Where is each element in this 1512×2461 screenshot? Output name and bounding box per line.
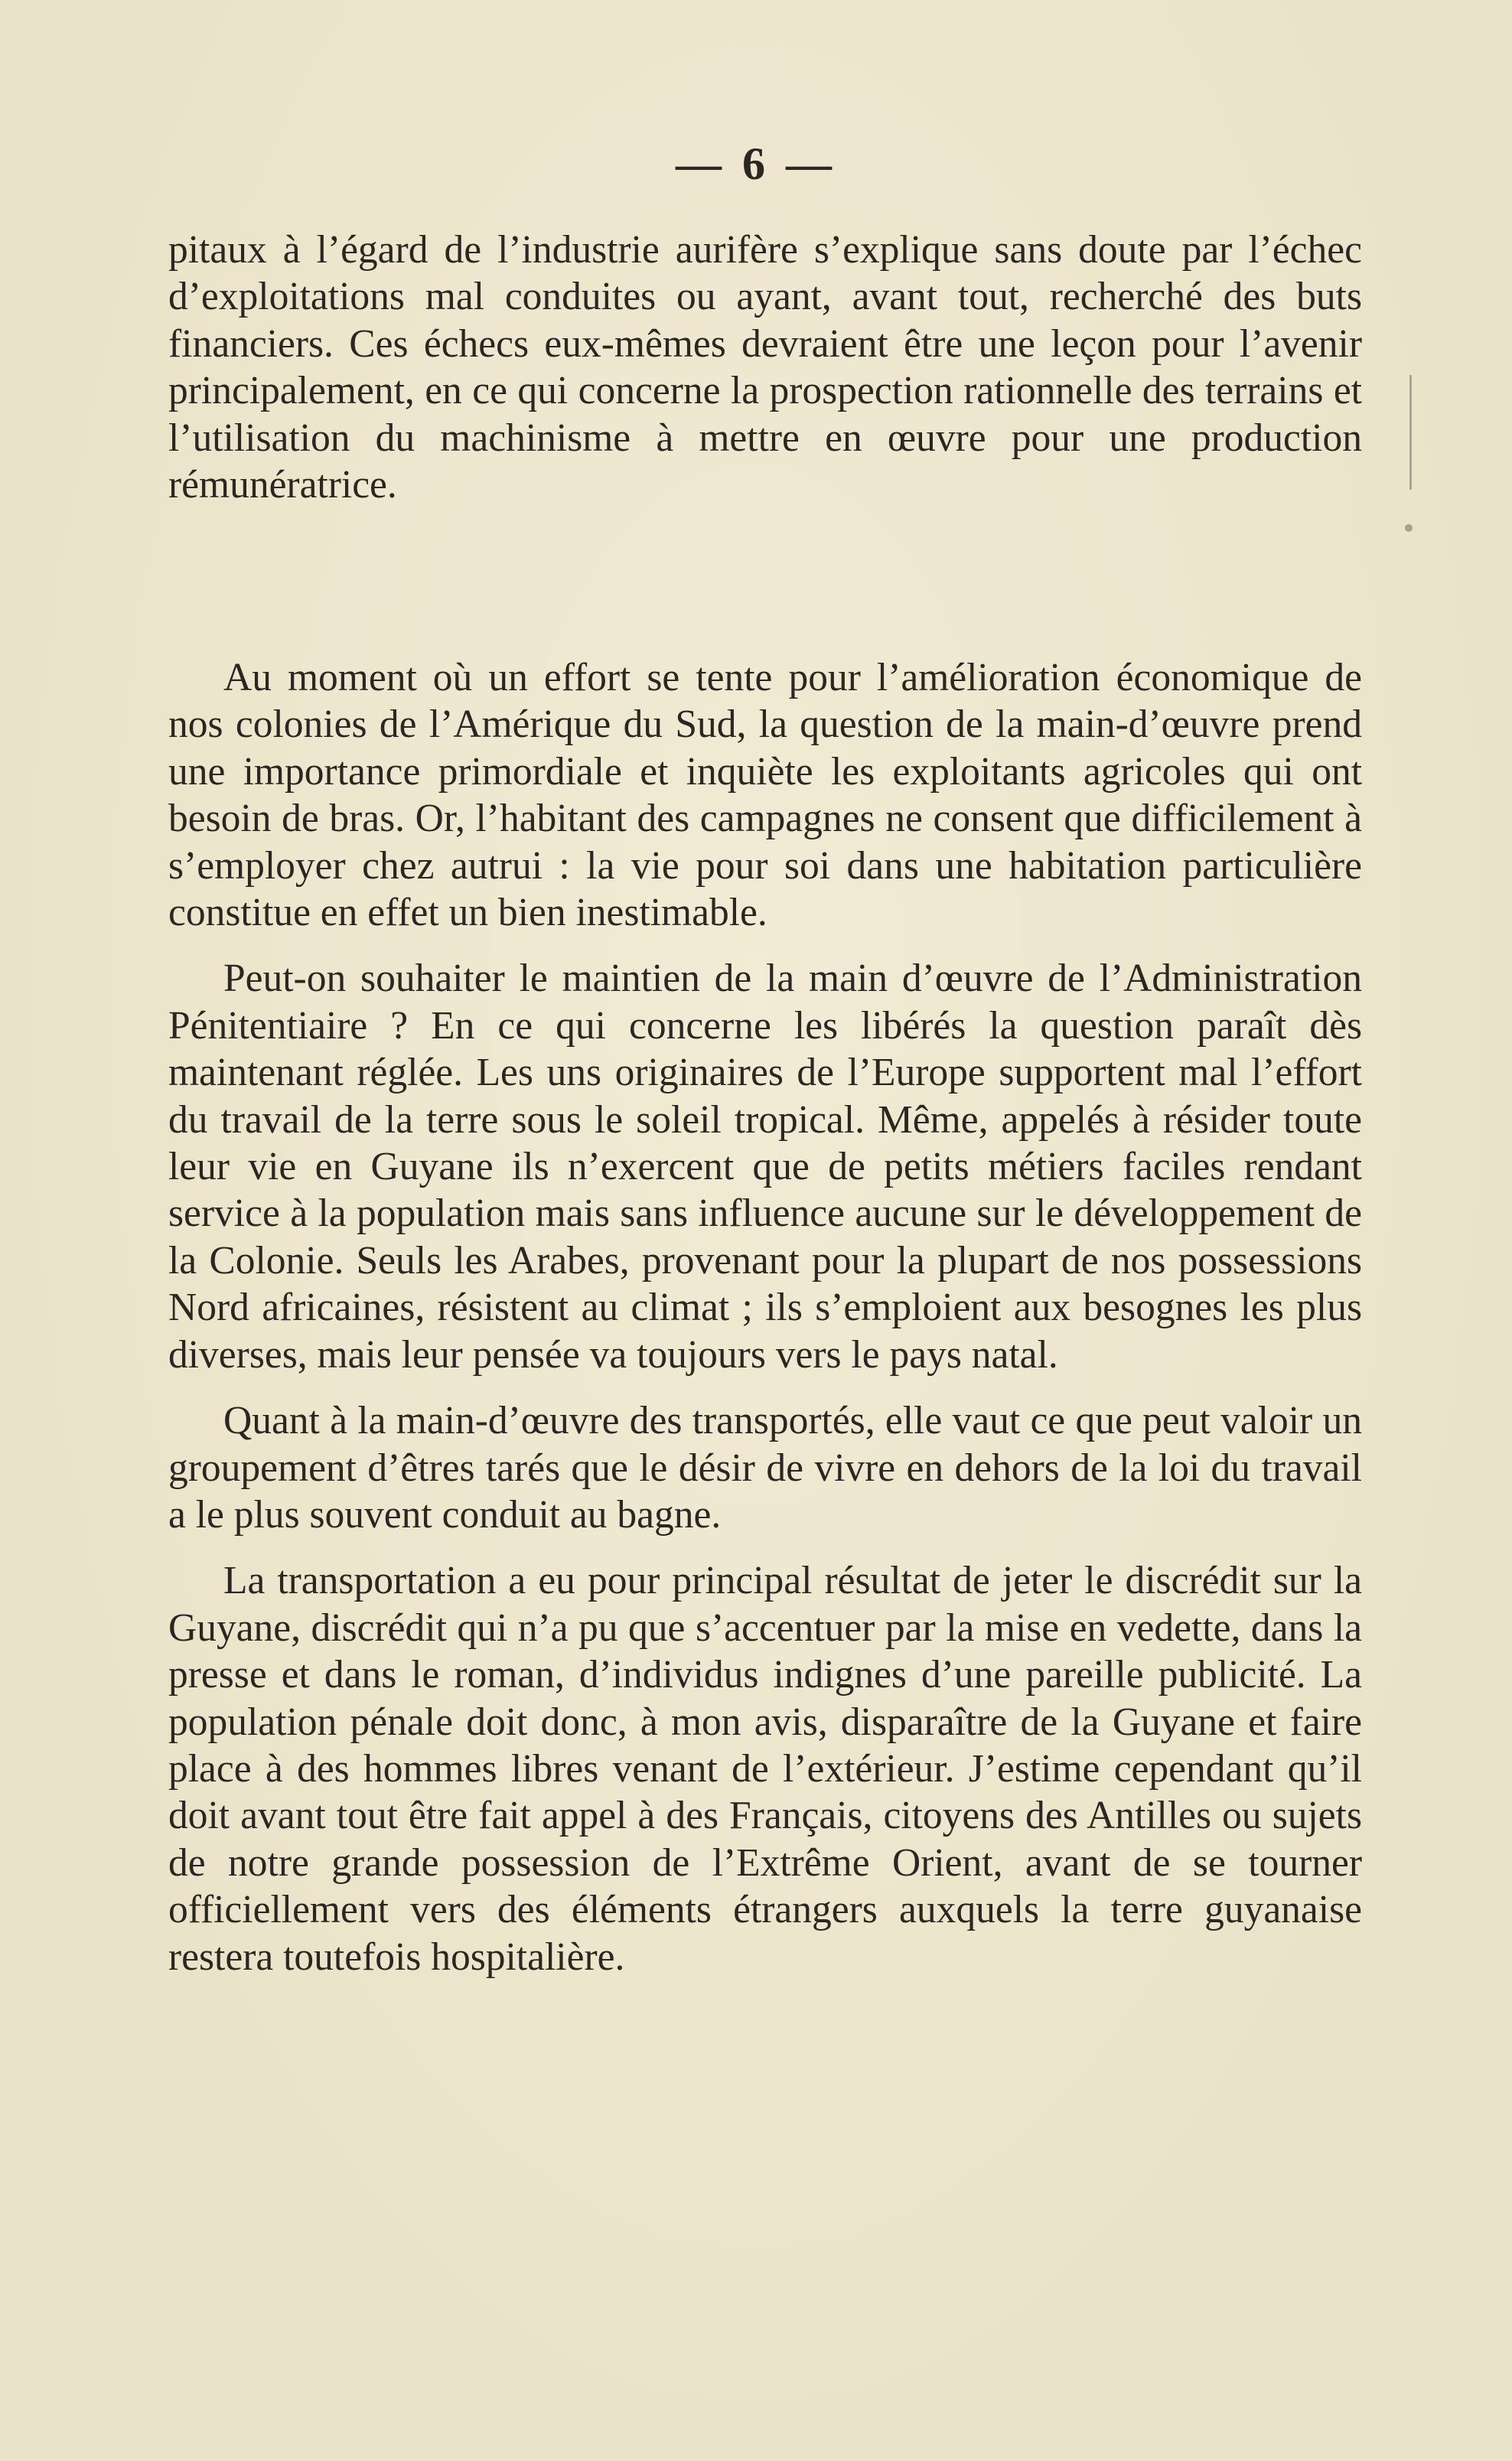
page-number: — 6 —	[676, 139, 836, 189]
paragraph-continuation: pitaux à l’égard de l’industrie aurifère s’explique sans doute par l’échec d’exploitations mal conduites ou ayant, avant tout, recherché des buts financiers. Ces échecs eux-mêmes devraient être une leçon pour l’avenir principalement, en ce qui concerne la prospection rationnelle des terrains et l’utilisation du machinisme à mettre en œuvre pour une production rémunératrice.	[168, 228, 1362, 507]
text-block-top	[168, 227, 1362, 508]
paragraph-transported: Quant à la main-d’œuvre des transportés, elle vaut ce que peut valoir un groupement d’êtres tarés que le désir de vivre en dehors de la loi du travail a le plus souvent conduit au bagne.	[168, 1399, 1362, 1537]
margin-ink-dot	[1405, 524, 1413, 532]
margin-pencil-mark	[1409, 375, 1412, 490]
paragraph-penitentiary: Peut-on souhaiter le maintien de la main d’œuvre de l’Administration Pénitentiaire ? En ce qui concerne les libérés la question paraît dès maintenant réglée. Les uns originaires de l’Europe supportent mal l’effort du travail de la terre sous le soleil tropical. Même, appelés à résider toute leur vie en Guyane ils n’exercent que de petits métiers faciles rendant service à la population mais sans influence aucune sur le développement de la Colonie. Seuls les Arabes, provenant pour la plupart de nos possessions Nord africaines, résistent au climat ; ils s’emploient aux besognes les plus diverses, mais leur pensée va toujours vers le pays natal.	[168, 957, 1362, 1377]
text-block-main	[168, 654, 1362, 1980]
paragraph-labor-question: Au moment où un effort se tente pour l’amélioration économique de nos colonies de l’Amérique du Sud, la question de la main-d’œuvre prend une importance primordiale et inquiète les exploitants agricoles qui ont besoin de bras. Or, l’habitant des campagnes ne consent que difficilement à s’employer chez autrui : la vie pour soi dans une habitation particulière constitue en effet un bien inestimable.	[168, 656, 1362, 935]
paragraph-transportation: La transportation a eu pour principal résultat de jeter le discrédit sur la Guyane, discrédit qui n’a pu que s’accentuer par la mise en vedette, dans la presse et dans le roman, d’individus indignes d’une pareille publicité. La population pénale doit donc, à mon avis, disparaître de la Guyane et faire place à des hommes libres venant de l’extérieur. J’estime cependant qu’il doit avant tout être fait appel à des Français, citoyens des Antilles ou sujets de notre grande possession de l’Extrême Orient, avant de se tourner officiellement vers des éléments étrangers auxquels la terre guyanaise restera toutefois hospitalière.	[168, 1559, 1362, 1979]
